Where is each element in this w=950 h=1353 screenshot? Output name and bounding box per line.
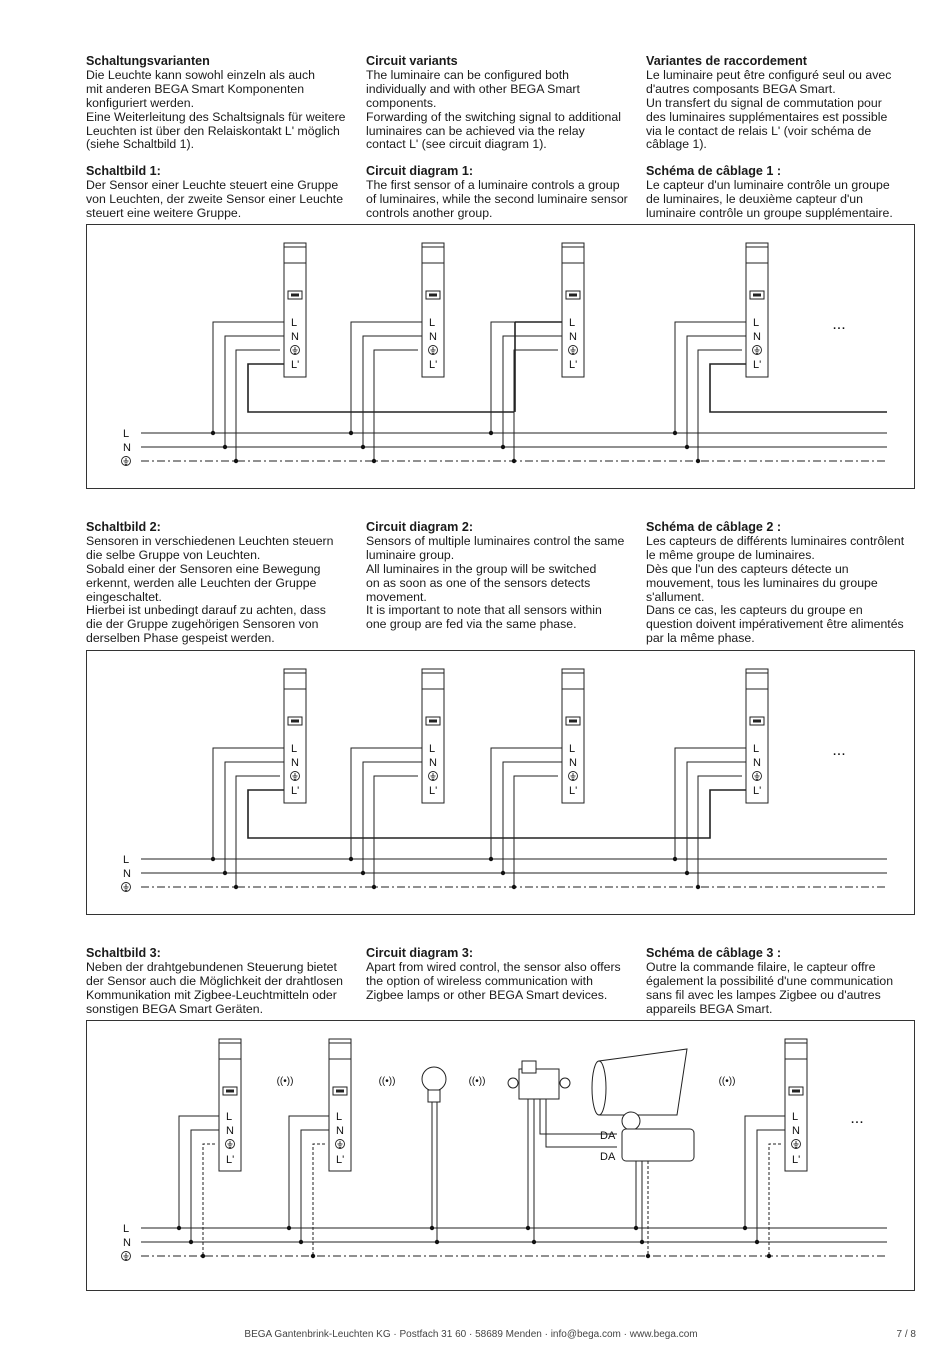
text-line: luminaire contrôle un groupe supplémentaire. [646,205,893,220]
junction-dot [189,1240,193,1244]
junction-dot [372,459,376,463]
text-line: die der Gruppe zugehörigen Sensoren von [86,617,319,632]
junction-dot [696,885,700,889]
junction-dot [311,1254,315,1258]
wire-earth [698,776,742,887]
text-line: von Leuchten, der zweite Sensor einer Leuchte [86,191,344,206]
footer-address: BEGA Gantenbrink-Leuchten KG · Postfach 31 60 · 58689 Menden · info@bega.com · www.bega.com [244,1329,698,1340]
junction-dot [349,431,353,435]
text-line: Un transfert du signal de commutation pour [646,95,882,110]
bus-label-l: L [123,854,130,866]
section-title: Circuit diagram 1: [366,164,474,178]
junction-dot [201,1254,205,1258]
junction-dot [634,1226,638,1230]
junction-dot [526,1226,530,1230]
lamp-base [428,1090,440,1102]
junction-dot [430,1226,434,1230]
wire-earth [698,350,742,461]
wire-n [757,1130,785,1242]
terminal-label-l-prime: L' [429,785,438,797]
terminal-label-l: L [792,1111,799,1123]
section-title: Schaltbild 3: [86,946,161,960]
text-line: erkennt, werden alle Leuchten der Gruppe [86,575,317,590]
text-line: All luminaires in the group will be switched [366,561,597,576]
wire-n [363,336,422,447]
terminal-label-n: N [291,757,299,769]
circuit-diagram-3-svg [87,1021,916,1292]
sensor-icon-window [792,1090,800,1093]
terminal-label-l: L [569,743,576,755]
junction-dot [512,885,516,889]
intro-fr [646,55,916,152]
terminal-label-l-prime: L' [753,359,762,371]
text-line: der Sensor auch die Möglichkeit der drahtlosen [86,973,344,988]
da-label: DA [600,1130,616,1142]
wire-earth [769,1144,781,1256]
section-title: Schaltbild 1: [86,164,161,178]
terminal-label-l-prime: L' [336,1154,345,1166]
sensor-icon-window [291,294,299,297]
junction-dot [755,1240,759,1244]
continuation-ellipsis: ... [850,1110,864,1127]
junction-dot [223,871,227,875]
bus-label-n: N [123,442,131,454]
text-line: eingeschaltet. [86,589,162,604]
text-line: Die Leuchte kann sowohl einzeln als auch [86,67,316,82]
text-line: également la possibilité d'une communication [646,973,894,988]
junction-dot [640,1240,644,1244]
terminal-label-l-prime: L' [291,785,300,797]
text-line: Sensoren in verschiedenen Leuchten steuern [86,533,334,548]
wire-n [301,1130,329,1242]
wireless-signal-icon: ((•)) [276,1076,294,1087]
bus-label-n: N [123,1237,131,1249]
circuit-diagram-2 [86,650,915,915]
terminal-label-l-prime: L' [569,785,578,797]
wire-n [503,762,562,873]
junction-dot [489,857,493,861]
terminal-label-l: L [291,317,298,329]
floodlight-joint [622,1112,640,1130]
text-line: individually and with other BEGA Smart [366,81,580,96]
terminal-label-l-prime: L' [569,359,578,371]
diagram2-de [86,521,356,646]
wire-n [225,336,284,447]
text-line: par la même phase. [646,631,755,646]
sensor-icon-window [569,294,577,297]
zigbee-lamp-icon [422,1067,446,1091]
text-line: The luminaire can be configured both [366,67,570,82]
sensor-icon-window [753,294,761,297]
text-line: Le luminaire peut être configuré seul ou avec [646,67,892,82]
terminal-label-n: N [569,757,577,769]
text-line: mit anderen BEGA Smart Komponenten [86,81,305,96]
terminal-label-l: L [429,743,436,755]
sensor-icon-window [429,720,437,723]
text-line: Leuchten ist über den Relaiskontakt L' möglich [86,123,340,138]
terminal-label-n: N [429,757,437,769]
diagram3-fr [646,947,916,1017]
section-title: Schaltungsvarianten [86,54,210,68]
text-line: movement. [366,589,427,604]
junction-dot [349,857,353,861]
text-line: sans fil avec les lampes Zigbee ou d'autres [646,987,881,1002]
junction-dot [287,1226,291,1230]
bus-label-l: L [123,428,130,440]
junction-dot [673,431,677,435]
circuit-diagram-1-svg [87,225,916,490]
mounting-lug [560,1078,570,1088]
mounting-lug [508,1078,518,1088]
wire-earth [514,776,558,887]
text-line: steuert eine weitere Gruppe. [86,205,242,220]
wireless-signal-icon: ((•)) [718,1076,736,1087]
text-line: Sobald einer der Sensoren eine Bewegung [86,561,321,576]
text-line: the option of wireless communication with [366,973,593,988]
terminal-label-l: L [753,317,760,329]
junction-dot [646,1254,650,1258]
junction-dot [489,431,493,435]
text-line: s'allument. [646,589,705,604]
terminal-label-n: N [753,331,761,343]
wire-earth [514,350,558,461]
section-title: Schéma de câblage 1 : [646,164,782,178]
intro-de [86,55,356,152]
text-line: Dans ce cas, les capteurs du groupe en [646,603,863,618]
wireless-signal-icon: ((•)) [468,1076,486,1087]
text-line: of luminaires, while the second luminaire sensor [366,191,628,206]
junction-dot [685,871,689,875]
diagram2-en [366,521,636,632]
junction-dot [177,1226,181,1230]
junction-dot [299,1240,303,1244]
junction-dot [501,445,505,449]
bus-label-l: L [123,1223,130,1235]
text-line: derselben Phase gespeist werden. [86,631,275,646]
smart-module-label-plate [522,1061,536,1073]
wire-n [225,762,284,873]
text-line: Der Sensor einer Leuchte steuert eine Gruppe [86,177,339,192]
junction-dot [211,431,215,435]
continuation-ellipsis: ... [832,742,846,759]
wire-earth [236,350,280,461]
intro-en [366,55,636,152]
wire-l [351,322,422,433]
text-line: le même groupe de luminaires. [646,547,815,562]
wire-l [491,322,562,433]
terminal-label-n: N [792,1125,800,1137]
wire-n [191,1130,219,1242]
text-line: Le capteur d'un luminaire contrôle un groupe [646,177,890,192]
text-line: Kommunikation mit Zigbee-Leuchtmitteln oder [86,987,337,1002]
text-line: one group are fed via the same phase. [366,617,577,632]
wire-n [687,762,746,873]
text-line: luminaires can be achieved via the relay [366,123,585,138]
terminal-label-l: L [429,317,436,329]
continuation-ellipsis: ... [832,316,846,333]
wire-earth [203,1144,215,1256]
section-title: Schéma de câblage 3 : [646,946,782,960]
junction-dot [501,871,505,875]
terminal-label-n: N [226,1125,234,1137]
terminal-label-l: L [226,1111,233,1123]
diagram3-en [366,947,636,1003]
text-line: components. [366,95,437,110]
wire-earth [313,1144,325,1256]
text-line: controls another group. [366,205,493,220]
junction-dot [696,459,700,463]
diagram1-de [86,165,356,221]
terminal-label-n: N [336,1125,344,1137]
wire-l [745,1116,785,1228]
text-line: die selbe Gruppe von Leuchten. [86,547,261,562]
text-line: Outre la commande filaire, le capteur offre [646,959,876,974]
wire-l [289,1116,329,1228]
terminal-label-l: L [569,317,576,329]
text-line: des luminaires supplémentaires est possible [646,109,888,124]
diagram3-de [86,947,356,1017]
text-line: Sensors of multiple luminaires control the same [366,533,625,548]
terminal-label-n: N [753,757,761,769]
circuit-diagram-2-svg [87,651,916,916]
text-line: via le contact de relais L' (voir schéma de [646,123,872,138]
text-line: contact L' (see circuit diagram 1). [366,137,547,152]
text-line: on as soon as one of the sensors detects [366,575,591,590]
junction-dot [211,857,215,861]
junction-dot [361,871,365,875]
wire-n [363,762,422,873]
junction-dot [234,459,238,463]
text-line: de luminaires, le deuxième capteur d'un [646,191,863,206]
text-line: appareils BEGA Smart. [646,1001,773,1016]
relay-wire-shared [248,790,746,838]
section-title: Circuit diagram 3: [366,946,474,960]
sensor-icon-window [429,294,437,297]
junction-dot [435,1240,439,1244]
text-line: konfiguriert werden. [86,95,194,110]
da-label: DA [600,1151,616,1163]
wire-l [351,748,422,859]
wire-n [687,336,746,447]
wire-l [491,748,562,859]
terminal-label-n: N [429,331,437,343]
diagram1-en [366,165,636,221]
text-line: question doivent impérativement être alimentés [646,617,904,632]
floodlight-base [622,1129,694,1161]
circuit-diagram-3 [86,1020,915,1291]
section-title: Circuit variants [366,54,458,68]
text-line: The first sensor of a luminaire controls a group [366,177,620,192]
junction-dot [743,1226,747,1230]
wire-earth [236,776,280,887]
text-line: sonstigen BEGA Smart Geräten. [86,1001,264,1016]
text-line: Les capteurs de différents luminaires contrôlent [646,533,905,548]
sensor-icon-window [753,720,761,723]
diagram2-fr [646,521,916,646]
terminal-label-n: N [569,331,577,343]
floodlight-icon [596,1049,688,1115]
text-line: câblage 1). [646,137,707,152]
text-line: mouvement, tous les luminaires du groupe [646,575,878,590]
sensor-icon-window [336,1090,344,1093]
section-title: Schéma de câblage 2 : [646,520,782,534]
text-line: It is important to note that all sensors within [366,603,602,618]
wireless-signal-icon: ((•)) [378,1076,396,1087]
terminal-label-l: L [291,743,298,755]
text-line: Zigbee lamps or other BEGA Smart devices. [366,987,608,1002]
sensor-icon-window [226,1090,234,1093]
junction-dot [673,857,677,861]
junction-dot [767,1254,771,1258]
junction-dot [234,885,238,889]
wire-earth [374,350,418,461]
terminal-label-l: L [336,1111,343,1123]
circuit-diagram-1 [86,224,915,489]
relay-wire-group-2 [710,364,887,412]
text-line: d'autres composants BEGA Smart. [646,81,836,96]
terminal-label-l-prime: L' [291,359,300,371]
junction-dot [512,459,516,463]
terminal-label-l-prime: L' [792,1154,801,1166]
text-line: (siehe Schaltbild 1). [86,137,194,152]
bus-label-n: N [123,868,131,880]
wire-n [503,336,562,447]
terminal-label-l-prime: L' [753,785,762,797]
sensor-icon-window [291,720,299,723]
text-line: Hierbei ist unbedingt darauf zu achten, dass [86,603,326,618]
junction-dot [361,445,365,449]
text-line: Neben der drahtgebundenen Steuerung bietet [86,959,337,974]
terminal-label-l: L [753,743,760,755]
terminal-label-n: N [291,331,299,343]
text-line: Dès que l'un des capteurs détecte un [646,561,849,576]
text-line: luminaire group. [366,547,455,562]
wire-l [179,1116,219,1228]
diagram1-fr [646,165,916,221]
junction-dot [532,1240,536,1244]
floodlight-lens [592,1061,606,1115]
section-title: Variantes de raccordement [646,54,807,68]
wire-earth [374,776,418,887]
section-title: Schaltbild 2: [86,520,161,534]
text-line: Apart from wired control, the sensor also offers [366,959,621,974]
text-line: Eine Weiterleitung des Schaltsignals für weitere [86,109,346,124]
section-title: Circuit diagram 2: [366,520,474,534]
sensor-icon-window [569,720,577,723]
junction-dot [223,445,227,449]
junction-dot [372,885,376,889]
text-line: Forwarding of the switching signal to additional [366,109,621,124]
junction-dot [685,445,689,449]
terminal-label-l-prime: L' [429,359,438,371]
terminal-label-l-prime: L' [226,1154,235,1166]
page-number: 7 / 8 [896,1329,916,1340]
